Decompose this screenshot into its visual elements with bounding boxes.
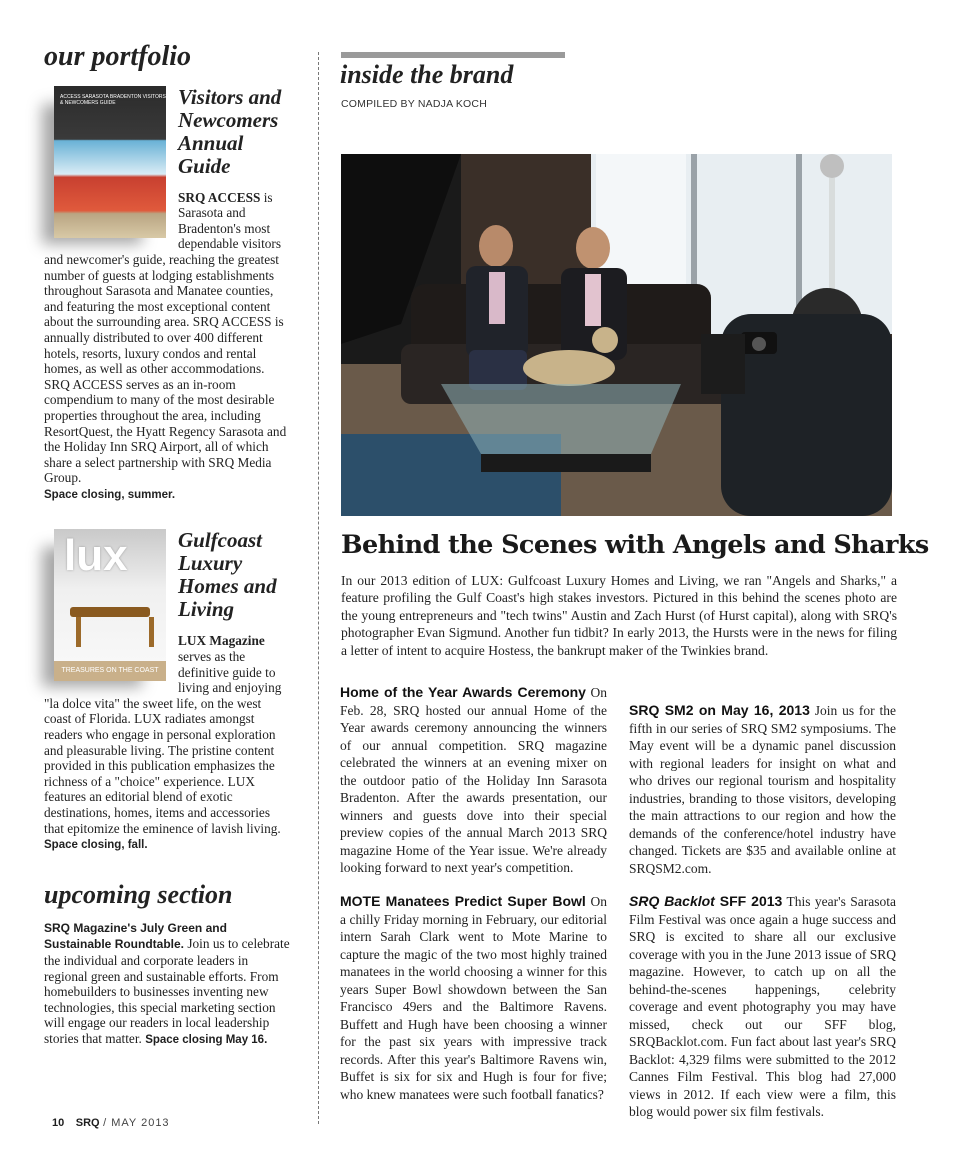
upcoming-closing: Space closing May 16. <box>145 1033 268 1046</box>
story-srq-sm2-body: Join us for the fifth in our series of SRQ SM2 symposiums. The May event will be a dynamic panel discussion with regional leaders for insight on what and who drives our regional tourism and hospitality industries, branding to those visitors, developing the main attractions to our region and how the demands of the conference/hotel industry have changed. Tickets are $35 and available online at SRQSM2.com. <box>629 703 896 876</box>
story-srq-backlot-headline-italic: SRQ Backlot <box>629 893 715 909</box>
story-mote-manatees-body: On a chilly Friday morning in February, our editorial intern Sarah Clark went to Mote Marine to capture the magic of the two most highly trained manatees in the world choosing a winner for this years Super Bowl showdown between the San Francisco 49ers and the Baltimore Ravens. Buffett and Hugh have been choosing a winner for the past six years with impressive track records. After this year's Baltimore Ravens win, Buffet is six for six and Hugh is four for five; who knew manatees were such football fanatics? <box>340 894 608 1102</box>
lux-closing: Space closing, fall. <box>44 839 148 852</box>
feature-body: In our 2013 edition of LUX: Gulfcoast Luxury Homes and Living, we ran "Angels and Sharks," a feature profiling the Gulf Coast's high stakes investors. Pictured in this behind the scenes photo are the young entrepreneurs and "tech twins" Austin and Zach Hurst (of Hurst capital), along with SRQ's photographer Evan Sigmund. Another fun tidbit? In early 2013, the Hursts were in the news for filing a letter of intent to acquire Hostess, the bankrupt maker of the Twinkies brand. <box>341 573 897 658</box>
access-lead: SRQ ACCESS <box>178 189 261 205</box>
lux-cover-logo: lux <box>64 531 128 581</box>
lux-body: serves as the definitive guide to living and enjoying "la dolce vita" the sweet life, on the west coast of Florida. LUX radiates amongst readers who engage in personal exploration and pleasurable living. The pristine content provided in this publication emphasizes the richness of a "choice" experience. LUX features an editorial blend of exotic destinations, homes, items and accessories that epitomize the eminence of lavish living. <box>44 649 282 836</box>
story-home-of-the-year-headline: Home of the Year Awards Ceremony <box>340 684 586 700</box>
access-guide-item <box>44 86 290 504</box>
lux-magazine-cover <box>54 529 166 681</box>
access-body: is Sarasota and Bradenton's most dependable visitors and newcomer's guide, reaching the greatest number of guests at lodging establishments throughout Sarasota and Manatee counties, and featuring the most exceptional content about the surrounding area. SRQ ACCESS is annually distributed to over 400 different hotels, resorts, luxury condos and rental homes, as well as other accommodations. SRQ ACCESS serves as an in-room compendium to many of the most desirable properties throughout the area, including ResortQuest, the Hyatt Regency Sarasota and the Holiday Inn SRQ Airport, all of which share a select partnership with SRQ Media Group. <box>44 189 287 486</box>
left-column <box>44 40 290 1049</box>
lux-cover-tagline: TREASURES ON THE COAST <box>54 661 166 681</box>
upcoming-heading: upcoming section <box>44 879 233 909</box>
upcoming-description <box>44 920 290 1049</box>
page-number: 10 <box>52 1117 65 1129</box>
upcoming-section <box>44 880 290 1049</box>
story-home-of-the-year-body: On Feb. 28, SRQ hosted our annual Home of the Year awards ceremony announcing the winners of our annual competition. SRQ magazine celebrated the winners at an evening mixer on the outdoor patio of the Holiday Inn Sarasota Bradenton. After the awards presentation, our winners and guests dove into their special preview copies of the annual March 2013 SRQ magazine Home of the Year issue. We're already looking forward to next year's competition. <box>340 685 608 875</box>
story-srq-sm2-headline: SRQ SM2 on May 16, 2013 <box>629 702 810 718</box>
story-mote-manatees-headline: MOTE Manatees Predict Super Bowl <box>340 893 586 909</box>
compiled-by: COMPILED BY NADJA KOCH <box>341 98 487 110</box>
upcoming-lead: SRQ Magazine's July Green and Sustainable Roundtable. <box>44 920 227 952</box>
access-guide-title: Visitors and Newcomers Annual Guide <box>178 84 282 178</box>
story-srq-backlot <box>629 893 896 1121</box>
magazine-name: SRQ <box>75 1117 100 1129</box>
desk-image <box>70 607 150 617</box>
story-srq-sm2 <box>629 702 896 877</box>
section-bar <box>341 52 565 58</box>
portfolio-heading: our portfolio <box>44 41 192 72</box>
story-srq-backlot-headline-rest: SFF 2013 <box>714 893 783 909</box>
lux-magazine-title: Gulfcoast Luxury Homes and Living <box>178 528 277 622</box>
page-footer <box>52 1116 170 1129</box>
behind-the-scenes-photo <box>341 154 892 516</box>
brand-heading: inside the brand <box>340 60 514 89</box>
feature-headline: Behind the Scenes with Angels and Sharks <box>341 530 929 560</box>
access-cover-title: ACCESS SARASOTA BRADENTON VISITORS & NEWCOMERS GUIDE <box>60 93 166 106</box>
lux-lead: LUX Magazine <box>178 633 265 649</box>
desk-legs-image <box>76 617 154 647</box>
upcoming-body-text: Join us to celebrate the individual and corporate leaders in regional green and sustainable efforts. From homebuilders to businesses inventing new technologies, this special marketing section will engage our readers in local leadership stories that matter. <box>44 936 290 1046</box>
story-home-of-the-year <box>340 684 607 877</box>
column-divider <box>318 52 319 1124</box>
issue-date: / MAY 2013 <box>103 1117 170 1129</box>
story-srq-backlot-body: This year's Sarasota Film Festival was once again a huge success and SRQ is excited to share all our exclusive coverage with you in the June 2013 issue of SRQ magazine. However, to catch up on all the behind-the-scenes happenings, celebrity coverage and event photography you may have missed, check out our SFF blog, SRQBacklot.com. Fun fact about last year's SRQ Backlot: 4,329 films were submitted to the 2012 Cannes Film Festival. This blog had 27,000 views in 2012. If each view were a film, this blog would power six film festivals. <box>629 894 897 1119</box>
lux-magazine-item <box>44 529 290 853</box>
access-guide-cover <box>54 86 166 238</box>
story-mote-manatees <box>340 893 607 1103</box>
access-closing: Space closing, summer. <box>44 488 176 501</box>
photo-illustration <box>341 154 892 516</box>
